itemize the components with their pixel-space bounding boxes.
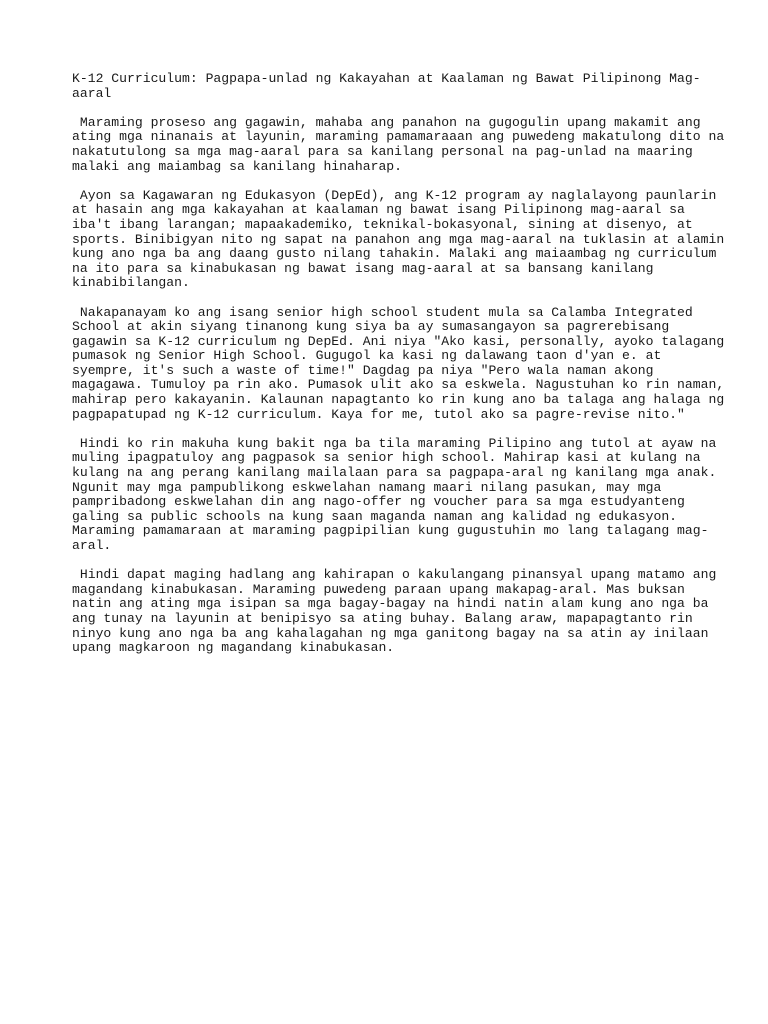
paragraph-5: Hindi dapat maging hadlang ang kahirapan o kakulangang pinansyal upang matamo ang magandang kinabukasan. Maraming puwedeng paraan upang makapag-aral. Mas buksan natin ang ating mga isipan sa mga bagay-bagay na hindi natin alam kung ano nga ba ang tunay na layunin at benipisyo sa ating buhay. Balang araw, mapapagtanto rin ninyo kung ano nga ba ang kahalagahan ng mga ganitong bagay na sa atin ay inilaan upang magkaroon ng magandang kinabukasan. (72, 567, 717, 656)
paragraph-4: Hindi ko rin makuha kung bakit nga ba tila maraming Pilipino ang tutol at ayaw na muling ipagpatuloy ang pagpasok sa senior high school. Mahirap kasi at kulang na kulang na ang perang kanilang mailalaan para sa pagpapa-aral ng kanilang mga anak. Ngunit may mga pampublikong eskwelahan namang maari nilang pasukan, may mga pampribadong eskwelahan din ang nago-offer ng voucher para sa mga estudyanteng galing sa public schools na kung saan maganda naman ang kalidad ng edukasyon. Maraming pamamaraan at maraming pagpipilian kung gugustuhin mo lang talagang mag- aral. (72, 435, 717, 553)
document-body (72, 71, 725, 670)
paragraph-1: Maraming proseso ang gagawin, mahaba ang panahon na gugogulin upang makamit ang ating mga ninanais at layunin, maraming pamamaraaan ang puwedeng makatulong dito na nakatutulong sa mga mag-aaral para sa kanilang personal na pag-unlad na maaring malaki ang maiambag sa kanilang hinaharap. (72, 114, 725, 174)
document-title: K-12 Curriculum: Pagpapa-unlad ng Kakayahan at Kaalaman ng Bawat Pilipinong Mag- aaral (72, 71, 701, 101)
paragraph-2: Ayon sa Kagawaran ng Edukasyon (DepEd), ang K-12 program ay naglalayong paunlarin at hasain ang mga kakayahan at kaalaman ng bawat isang Pilipinong mag-aaral sa iba't ibang larangan; mapaakademiko, teknikal-bokasyonal, sining at disenyo, at sports. Binibigyan nito ng sapat na panahon ang mga mag-aaral na tuklasin at alamin kung ano nga ba ang daang gusto nilang tahakin. Malaki ang maiaambag ng curriculum na ito para sa kinabukasan ng bawat isang mag-aaral at sa bansang kanilang kinabibilangan. (72, 187, 725, 291)
paragraph-3: Nakapanayam ko ang isang senior high school student mula sa Calamba Integrated School at akin siyang tinanong kung siya ba ay sumasangayon sa pagrerebisang gagawin sa K-12 curriculum ng DepEd. Ani niya "Ako kasi, personally, ayoko talagang pumasok ng Senior High School. Gugugol ka kasi ng dalawang taon d'yan e. at syempre, it's such a waste of time!" Dagdag pa niya "Pero wala naman akong magagawa. Tumuloy pa rin ako. Pumasok ulit ako sa eskwela. Nagustuhan ko rin naman, mahirap pero kakayanin. Kalaunan napagtanto ko rin kung ano ba talaga ang halaga ng pagpapatupad ng K-12 curriculum. Kaya for me, tutol ako sa pagre-revise nito." (72, 304, 725, 422)
